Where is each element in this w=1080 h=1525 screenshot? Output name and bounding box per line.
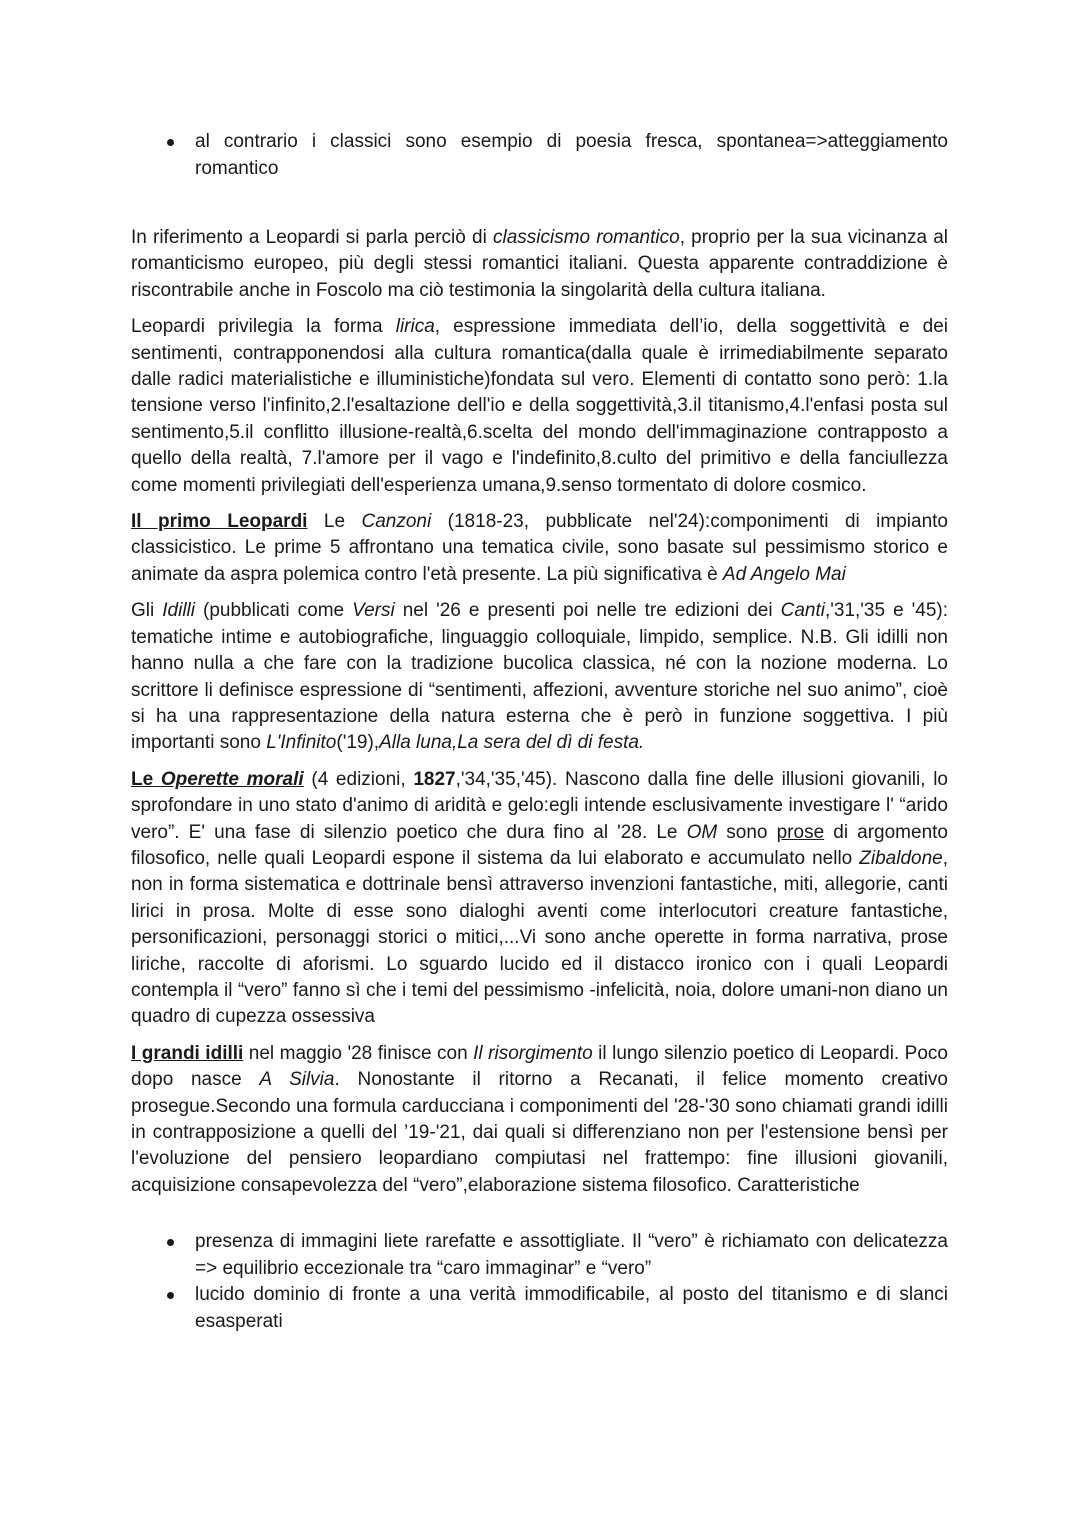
text-span: , espressione immediata dell’io, della soggettività e dei sentimenti, contrapponendosi alla cultura romantica(dalla quale è irrimediabilmente separato dalle radici materialistiche e illuministiche)fondata sul vero. Elementi di contatto sono però: 1.la tensione verso l'infinito,2.l'esaltazione dell'io e della soggettività,3.il titanismo,4.l'enfasi posta sul sentimento,5.il conflitto illusione-realtà,6.scelta del mondo dell'immaginazione contrapposto a quello della realtà, 7.l'amore per il vago e l'indefinito,8.culto del primitivo e della fanciullezza come momenti privilegiati dell'esperienza umana,9.senso tormentato di dolore cosmico. [131, 316, 948, 496]
italic-title: Versi [352, 600, 395, 622]
bold-year: 1827 [413, 768, 456, 790]
italic-term: lirica [395, 316, 435, 338]
text-span: Leopardi privilegia la forma [131, 316, 396, 338]
italic-title: A Silvia [259, 1069, 335, 1091]
paragraph-grandi-idilli [131, 1041, 948, 1199]
text-span: ('19), [336, 732, 380, 754]
italic-term: classicismo romantico [492, 227, 680, 248]
paragraph-forma-lirica [131, 314, 948, 499]
paragraph-operette-morali [131, 767, 948, 1031]
text-span: , proprio per la sua vicinanza al romanticismo europeo, più degli stessi romantici italiani. Questa apparente contraddizione è riscontrabile anche in Foscolo ma ciò testimonia la singolarità della cultura italiana. [131, 227, 948, 301]
italic-term: OM [686, 821, 718, 843]
italic-title: Canti [780, 600, 825, 622]
text-span: il lungo silenzio poetico di Leopardi. Poco dopo nasce [131, 1042, 948, 1091]
paragraph-classicismo-romantico [131, 225, 948, 304]
text-span: nel maggio '28 finisce con [243, 1042, 474, 1064]
section-heading-operette-morali [131, 769, 304, 790]
section-heading-primo-leopardi: Il primo Leopardi [131, 511, 308, 533]
text-span: , non in forma sistematica e dottrinale bensì attraverso invenzioni fantastiche, miti, allegorie, canti lirici in prosa. Molte di esse sono dialoghi aventi come interlocutori creature fantastiche, personificazioni, personaggi storici o mitici,...Vi sono anche operette in forma narrativa, prose liriche, raccolte di aforismi. Lo sguardo lucido ed il distacco ironico con i quali Leopardi contempla il “vero” fanno sì che i temi del pessimismo -infelicità, noia, dolore umani-non diano un quadro di cupezza ossessiva [131, 847, 948, 1028]
text-span: In riferimento a Leopardi si parla perciò di [131, 227, 493, 248]
text-span: nel '26 e presenti poi nelle tre edizioni dei [394, 600, 781, 622]
bullet-list-top [131, 129, 948, 182]
italic-title: Zibaldone [859, 847, 943, 869]
text-span: Le [307, 511, 362, 533]
text-span: (4 edizioni, [303, 768, 414, 790]
text-span: ,'31,'35 e '45): tematiche intime e autobiografiche, linguaggio colloquiale, limpido, semplice. N.B. Gli idilli non hanno nulla a che fare con la tradizione bucolica classica, né con la nozione moderna. Lo scrittore li definisce espressione di “sentimenti, affezioni, avventure storiche nel suo animo”, cioè si ha una rappresentazione della natura esterna che è però in funzione soggettiva. I più importanti sono [131, 600, 949, 754]
italic-title: Ad Angelo Mai [722, 563, 846, 585]
italic-title: Canzoni [361, 511, 432, 533]
bullet-item: al contrario i classici sono esempio di poesia fresca, spontanea=>atteggiamento romantico [131, 129, 948, 182]
bullet-list-bottom [131, 1229, 948, 1335]
heading-part-italic: Operette morali [160, 768, 304, 790]
underlined-term: prose [776, 821, 825, 843]
bullet-item: presenza di immagini liete rarefatte e assottigliate. Il “vero” è richiamato con delicatezza => equilibrio eccezionale tra “caro immaginar” e “vero” [131, 1229, 948, 1282]
paragraph-primo-leopardi [131, 509, 948, 588]
italic-title: Il risorgimento [473, 1042, 593, 1064]
text-span: ,'34,'35,'45). Nascono dalla fine delle illusioni giovanili, lo sprofondare in uno stato d'animo di aridità e gelo:egli intende esclusivamente investigare l' “arido vero”. E' una fase di silenzio poetico che dura fino al '28. Le [131, 768, 948, 843]
italic-title: L'Infinito [266, 732, 337, 754]
italic-title: Alla luna,La sera del dì di festa. [379, 732, 645, 754]
text-span: di argomento filosofico, nelle quali Leopardi espone il sistema da lui elaborato e accumulato nello [131, 821, 948, 869]
text-span: Gli [131, 600, 163, 622]
text-span: (1818-23, pubblicate nel'24):componimenti di impianto classicistico. Le prime 5 affrontano una tematica civile, sono basate sul pessimismo storico e animate da aspra polemica contro l'età presente. La più significativa è [131, 511, 948, 585]
text-span: (pubblicati come [194, 600, 353, 622]
text-span: . Nonostante il ritorno a Recanati, il felice momento creativo prosegue.Secondo una formula carducciana i componimenti del '28-'30 sono chiamati grandi idilli in contrapposizione a quelli del ’19-'21, dai quali si differenziano non per l'estensione bensì per l'evoluzione del pensiero leopardiano compiutasi nel frattempo: fine illusioni giovanili, acquisizione consapevolezza del “vero”,elaborazione sistema filosofico. Caratteristiche [131, 1069, 948, 1196]
paragraph-idilli [131, 598, 948, 756]
section-heading-grandi-idilli: I grandi idilli [131, 1042, 244, 1064]
italic-title: Idilli [162, 600, 195, 622]
heading-part: Le [131, 768, 161, 790]
text-span: sono [717, 821, 777, 843]
bullet-item: lucido dominio di fronte a una verità immodificabile, al posto del titanismo e di slanci esasperati [131, 1282, 948, 1335]
